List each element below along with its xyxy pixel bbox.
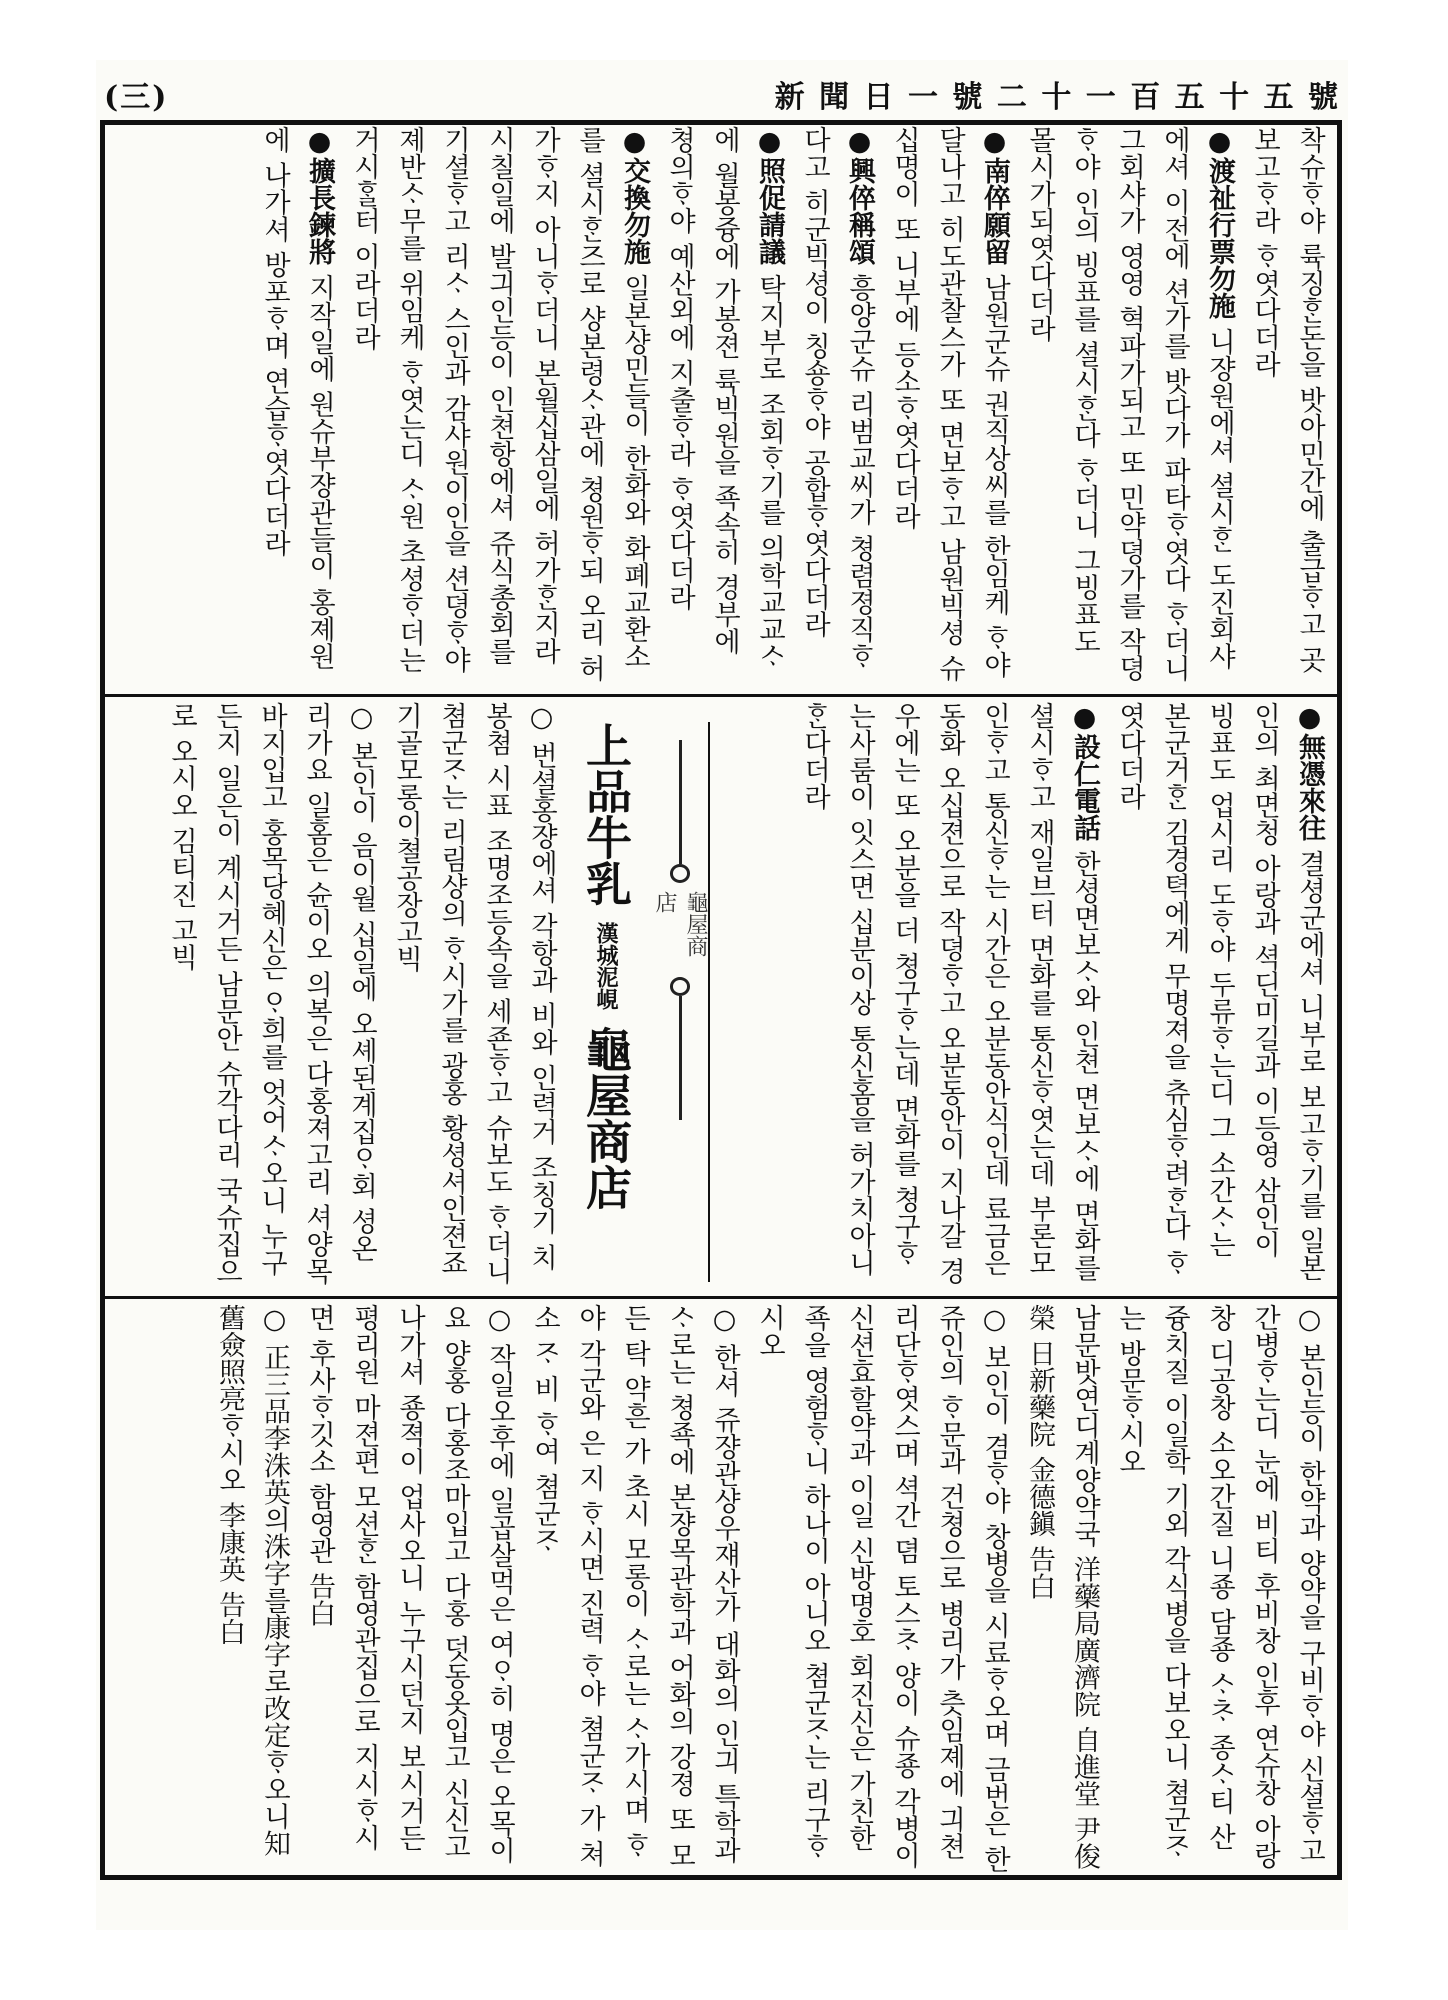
top-news-block [112, 126, 1332, 688]
article-body: 남원군슈 권직상씨를 한임케 ᄒᆞ야달나고 히도관찰스가 또 면보ᄒᆞ고 남원빅셩 슈십명이 또 니부에 등소ᄒᆞ엿다더라 [889, 126, 1010, 682]
article-body: ○ 본인이 음이월 십일에 오셰된계집ᄋᆞ회 셩온리가요 일홈은 슌이오 의복은 다홍져고리 셔양목 바지입고 홍목당혜신은 ᄋᆞ희를 엇어ᄉᆞ오니 누구든지 일은이 계시거든 남문안 슈각다리 국슈집으로 오시오 김티진 고빅 [166, 702, 377, 1285]
article-body: 탁지부로 조회ᄒᆞ기를 의학교교ᄉᆞ에 월봉즁에 가봉젼 륙빅원을 죡속히 경부에 쳥의ᄒᆞ야 예산외에 지출ᄒᆞ라 ᄒᆞ엿다더라 [664, 126, 785, 670]
article-paragraph [342, 126, 657, 688]
page-number: (三) [104, 80, 169, 115]
milk-advertisement [570, 722, 638, 1292]
article-paragraph [159, 702, 384, 1288]
article-paragraph [1107, 1304, 1332, 1874]
article-paragraph [1107, 702, 1332, 1288]
article-heading: ●南倅願留 [979, 126, 1010, 275]
article-heading: ●交換勿施 [619, 126, 650, 275]
article-paragraph [1242, 126, 1332, 688]
article-paragraph [792, 702, 1107, 1288]
article-body: ○ 작일오후에 일곱살먹은 여ᄋᆞ히 명은 오목이요 양홍 다홍조마입고 다홍 덧동옷입고 신신고 나가셔 죵젹이 업사오니 누구시던지 보시거든 평리원 마젼편 모션ᄒᆞᆫ 함영관집으로 지시ᄒᆞ시면 후사ᄒᆞ깃소 함영관 告白 [304, 1304, 515, 1864]
article-paragraph [252, 126, 342, 688]
ornament-line-bottom [679, 996, 682, 1120]
article-body: 남문밧연디계양약국 洋藥局廣濟院 自進堂 尹俊榮 日新藥院 金德鎭 告白 [1024, 1304, 1100, 1870]
article-body: 일본샹민들이 한화와 화폐교환소를 셜시ᄒᆞᆫ즈로 샹본령ᄉᆞ관에 쳥원ᄒᆞ되 오리 허가ᄒᆞ지 아니ᄒᆞ더니 본월십삼일에 허가ᄒᆞᆫ지라 시칠일에 발긔인등이 인쳔항에셔 쥬식총회를 기셜ᄒᆞ고 리ᄉᆞ 스인과 감샤원이인을 션뎡ᄒᆞ야 졔반ᄉᆞ무를 위임케 ᄒᆞ엿는디 ᄉᆞ원 초셩ᄒᆞ더는 거시ᄒᆞᆯ터 이라더라 [349, 126, 650, 682]
masthead-title: 新 聞 日 一 號 二 十 一 百 五 十 五 號 [774, 80, 1340, 115]
article-body: ○ 번셜홍쟝에셔 각항과 비와 인력거 조칭기 치봉쳠 시표 조명조등속을 세죤ᄒᆞ고 슈보도 ᄒᆞ더니 쳠군ᄌᆞ는 리림샹의 ᄒᆞ시가를 광홍 황셩셔인젼죠기골모롱이쳘공장고빅 [391, 702, 557, 1285]
article-body: 니쟝원에셔 셜시ᄒᆞᆫ 도진회샤에셔 이전에 션가를 밧다가 파타ᄒᆞ엿다 ᄒᆞ더니 그회샤가 영영 혁파가되고 또 민약뎡가를 작뎡ᄒᆞ야 인의 빙표를 셜시ᄒᆞᆫ다 ᄒᆞ더니 그빙표도 몰시가되엿다더라 [1024, 126, 1235, 682]
article-body: ○ 한셔 쥬쟝관샹우쟤산가 대화의 인긔 특학과 ᄉᆞ로는 쳥죡에 본쟝목관학과 어화의 강졍 또 모든 탁 약흔 가 초시 모롱이 ᄉᆞ로는 ᄉᆞ가시며 ᄒᆞ야 각군와 은 지 ᄒᆞ시면 진력 ᄒᆞ야 쳠군ᄌᆞ 가 쳐 소 ᄌᆞ 비 ᄒᆞ여 쳠군ᄌᆞ [529, 1304, 740, 1869]
ornament-text: 龜屋商店 [652, 890, 708, 957]
article-body: 착슈ᄒᆞ야 륙징ᄒᆞᆫ돈을 밧아민간에 출급ᄒᆞ고 곳 보고ᄒᆞ라 ᄒᆞ엿다더라 [1249, 126, 1325, 674]
article-paragraph [522, 1304, 747, 1874]
rule-bottom-separator [104, 1296, 1338, 1299]
article-body: 지작일에 원슈부쟝관들이 홍졔원에 나가셔 방포ᄒᆞ며 연습ᄒᆞ엿다더라 [259, 126, 335, 670]
bottom-advert-block [112, 1304, 1332, 1874]
article-body: 흥양군슈 리범교씨가 쳥렴졍직ᄒᆞ다고 히군빅셩이 칭숑ᄒᆞ야 공합ᄒᆞ엿다더라 [799, 126, 875, 670]
article-heading: ●照促請議 [754, 126, 785, 275]
article-body: ○ 본인등이 한약과 양약을 구비ᄒᆞ야 신셜ᄒᆞ고 간병ᄒᆞ는디 눈에 비티 후비창 인후 연슈창 아랑창 디공창 소오간질 니죵 담죵 ᄉᆞᄎᆞ 종ᄉᆞ티 산즁치질 이일학 기외 각식병을 다보오니 쳠군ᄌᆞ는 방문ᄒᆞ시오 [1114, 1304, 1325, 1869]
rule-top-separator [104, 694, 1338, 697]
article-heading: ●設仁電話 [1069, 702, 1100, 851]
article-paragraph [1017, 1304, 1107, 1874]
article-heading: ●渡祉行票勿施 [1204, 126, 1235, 329]
article-paragraph [792, 126, 882, 688]
article-heading: ●無憑來往 [1294, 702, 1325, 851]
middle-right-news [716, 702, 1332, 1288]
article-heading: ●興倅稱頌 [844, 126, 875, 275]
article-body: ○ 正三品李洙英의洙字를康字로改定ᄒᆞ오니知舊僉照亮ᄒᆞ시오 李康英 告白 [214, 1304, 290, 1857]
article-body: 한셩면보ᄉᆞ와 인쳔 면보ᄉᆞ에 면화를 셜시ᄒᆞ고 재일브터 면화를 통신ᄒᆞ엿는데 부론모인ᄒᆞ고 통신ᄒᆞ는 시간은 오분동안식인데 료금은 동화 오십젼으로 작뎡ᄒᆞ고 오분동안이 지나갈 경우에는 또 오분을 더 쳥구ᄒᆞ는데 면화를 쳥구ᄒᆞ는사룸이 잇스면 십분이상 통신홈을 허가치아니ᄒᆞᆫ다더라 [799, 702, 1100, 1285]
article-paragraph [657, 126, 792, 688]
masthead [104, 70, 1340, 118]
ad-location: 漢城泥峴 [593, 922, 619, 1011]
ornament-knot [670, 864, 690, 882]
article-paragraph [1017, 126, 1242, 688]
ornament-divider [652, 740, 708, 1120]
article-paragraph [882, 126, 1017, 688]
ad-shop-name: 龜屋商店 [579, 1026, 633, 1211]
article-paragraph [384, 702, 564, 1288]
article-paragraph [297, 1304, 522, 1874]
article-paragraph [207, 1304, 297, 1874]
ornament-knot [670, 977, 690, 995]
ornament-line-top [679, 740, 682, 864]
article-body: ○ 보인이 겸ᄒᆞ야 창병을 시료ᄒᆞ오며 금번은 한쥬인의 ᄒᆞ문과 건쳥으로 병리가 츳임졔에 긔쳔리단ᄒᆞ엿스며 셕간 뎜 토스ᄎᆞ 양이 슈죵 각병이 신션효할약과 이일 신방명호 회진신은 가친한죡을 영험ᄒᆞ니 하나이 아니오 쳠군ᄌᆞ는 리구ᄒᆞ시오 [754, 1304, 1010, 1873]
middle-left-notices [112, 702, 564, 1288]
rule-middle-vertical [708, 722, 710, 1282]
ad-title: 上品牛乳 [579, 722, 633, 906]
article-paragraph [747, 1304, 1017, 1874]
article-heading: ●擴長鍊將 [304, 126, 335, 275]
article-body: 결셩군에셔 니부로 보고ᄒᆞ기를 일본인의 최면청 아랑과 셕딘미길과 이등영 삼인이 빙표도 업시리 도ᄒᆞ야 두류ᄒᆞ는디 그 소간ᄉᆞ는 본군거ᄒᆞᆫ 김경텩에게 무명져을 츄심ᄒᆞ려ᄒᆞᆫ다 ᄒᆞ엿다더라 [1114, 702, 1325, 1282]
